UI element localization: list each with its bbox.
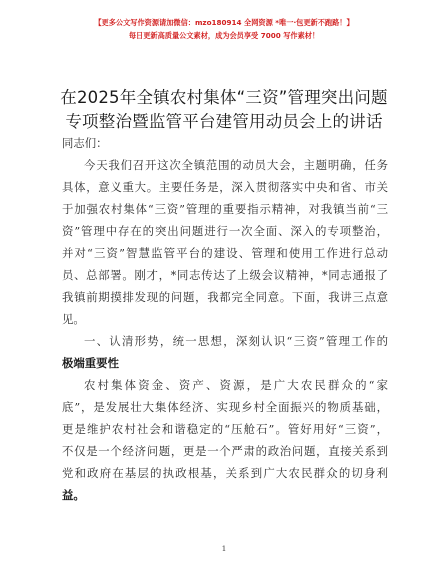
paragraph-1-line: 我镇前期摸排发现的问题，我都完全同意。下面，我讲三点意 (62, 290, 388, 304)
paragraph-1-line: 资”管理中存在的突出问题进行一次全面、深入的专项整治， (62, 224, 388, 238)
paragraph-1-line: 具体，意义重大。主要任务是，深入贯彻落实中央和省、市关 (62, 180, 388, 194)
paragraph-2-line: 益。 (62, 488, 85, 502)
promo-banner-line-2: 每日更新高质量公文素材，成为会员享受 7000 写作素材！ (128, 31, 320, 40)
paragraph-2-line: 底”，是发展壮大集体经济、实现乡村全面振兴的物质基础， (62, 400, 388, 414)
paragraph-1-line: 并对“三资”智慧监管平台的建设、管理和使用工作进行总动 (62, 246, 388, 260)
section-heading-line: 一、认清形势，统一思想，深刻认识“三资”管理工作的 (84, 334, 388, 348)
paragraph-2-line: 更是维护农村社会和谐稳定的“压舱石”。管好用好“三资”， (62, 422, 388, 436)
promo-banner-line-1: 【更多公文写作资源请加微信：mzo180914 全网资源 *唯一·包更新不跑路！】 (94, 18, 354, 27)
paragraph-2-line: 党和政府在基层的执政根基，关系到广大农民群众的切身利 (62, 466, 388, 480)
paragraph-2-line: 农村集体资金、资产、资源，是广大农民群众的“家 (84, 378, 388, 392)
section-heading-line: 极端重要性 (62, 356, 119, 370)
paragraph-1-line: 今天我们召开这次全镇范围的动员大会，主题明确，任务 (84, 158, 388, 172)
paragraph-1-line: 于加强农村集体“三资”管理的重要指示精神，对我镇当前“三 (62, 202, 388, 216)
page-number: 1 (221, 544, 227, 553)
document-title-line-1: 在2025年全镇农村集体“三资”管理突出问题 (60, 88, 388, 107)
paragraph-2-line: 不仅是一个经济问题，更是一个严肃的政治问题，直接关系到 (62, 444, 388, 458)
paragraph-1-line: 见。 (62, 312, 85, 326)
paragraph-1-line: 员、总部署。刚才，*同志传达了上级会议精神，*同志通报了 (62, 268, 388, 282)
salutation: 同志们： (62, 136, 108, 150)
document-title-line-2: 专项整治暨监管平台建管用动员会上的讲话 (65, 112, 383, 131)
